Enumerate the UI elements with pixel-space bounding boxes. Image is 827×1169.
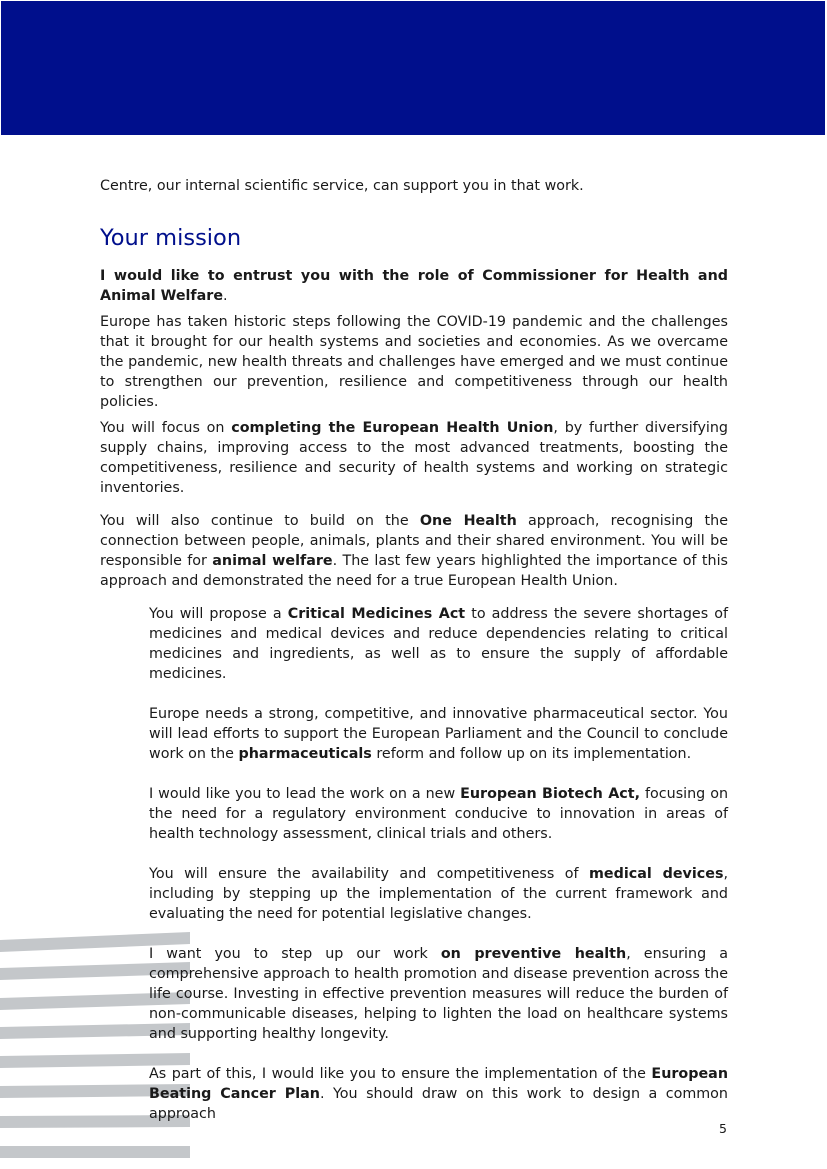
mission-item: You will propose a Critical Medicines Act to address the severe shortages of medicines and medical devices and reduce dependencies relating to critical medicines and ingredients, as well as to ensure the supply of affordable medicines.: [149, 606, 728, 682]
context-paragraph: Europe has taken historic steps following the COVID-19 pandemic and the challenges that it brought for our health systems and societies and economies. As we overcame the pandemic, new health threats and challenges have emerged and we must continue to strengthen our prevention, resilience and competitiveness through our health policies.: [100, 314, 728, 410]
mission-item: Europe needs a strong, competitive, and innovative pharmaceutical sector. You will lead efforts to support the European Parliament and the Council to conclude work on the pharmaceuticals reform and follow up on its implementation.: [149, 706, 728, 762]
health-union-paragraph: You will focus on completing the European Health Union, by further diversifying supply chains, improving access to the most advanced treatments, boosting the competitiveness, resilience and security of health systems and working on strategic inventories.: [100, 420, 729, 496]
intro-paragraph: Centre, our internal scientific service, can support you in that work.: [100, 178, 584, 194]
role-bold: I would like to entrust you with the role of Commissioner for Health and Animal Welfare: [100, 268, 728, 304]
mission-items: [100, 604, 728, 1124]
header-band: [1, 1, 825, 135]
mission-item: I want you to step up our work on preventive health, ensuring a comprehensive approach to health promotion and disease prevention across the life course. Investing in effective prevention measures will reduce the burden of non-communicable diseases, helping to lighten the load on healthcare systems and supporting healthy longevity.: [149, 946, 728, 1042]
document-body: [100, 176, 728, 1144]
one-health-paragraph: You will also continue to build on the One Health approach, recognising the connection between people, animals, plants and their shared environment. You will be responsible for animal welfare. The last few years highlighted the importance of this approach and demonstrated the need for a true European Health Union.: [100, 513, 728, 589]
role-paragraph: I would like to entrust you with the role of Commissioner for Health and Animal Welfare.: [100, 268, 728, 304]
mission-item: As part of this, I would like you to ensure the implementation of the European Beating Cancer Plan. You should draw on this work to design a common approach: [149, 1066, 728, 1122]
page-number: 5: [719, 1121, 727, 1136]
mission-item: You will ensure the availability and competitiveness of medical devices, including by stepping up the implementation of the current framework and evaluating the need for potential legislative changes.: [149, 866, 729, 922]
mission-item: I would like you to lead the work on a new European Biotech Act, focusing on the need for a regulatory environment conducive to innovation in areas of health technology assessment, clinical trials and others.: [149, 786, 729, 842]
section-heading: Your mission: [100, 225, 242, 251]
